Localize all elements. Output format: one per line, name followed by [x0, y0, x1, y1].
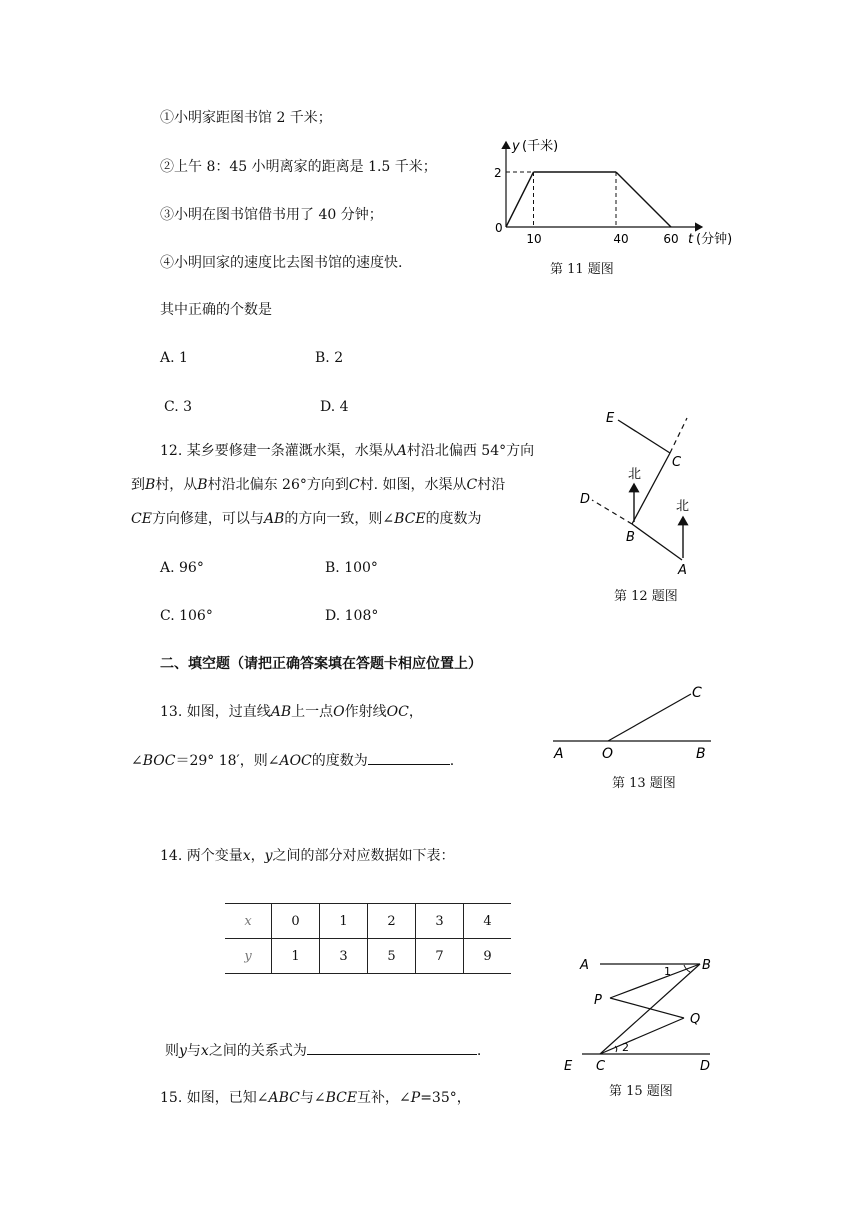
q11-x-tick-10: 10	[526, 232, 542, 246]
q11-option-a: A. 1	[160, 350, 188, 366]
q12-segment-ce	[618, 420, 670, 453]
q11-y-tick-label: 2	[494, 166, 502, 180]
q15-angle-2-label: 2	[622, 1041, 629, 1054]
q11-graph-segment	[616, 172, 671, 227]
q15-label-e: E	[564, 1059, 573, 1074]
q11-y-symbol: y	[512, 139, 520, 154]
q12-dashed-extension-c	[670, 418, 687, 453]
q12-line-1: 12. 某乡要修建一条灌溉水渠，水渠从A村沿北偏西 54°方向	[160, 443, 535, 459]
q11-option-d: D. 4	[320, 399, 349, 415]
q14-answer-blank[interactable]	[307, 1040, 477, 1055]
q11-statement-1: ①小明家距图书馆 2 千米；	[160, 110, 332, 126]
q11-x-tick-40: 40	[613, 232, 629, 246]
q11-x-tick-60: 60	[663, 232, 679, 246]
q13-ray-figure	[548, 680, 718, 765]
q12-figure-caption: 第 12 题图	[614, 589, 678, 604]
q14-answer-line: 则y与x之间的关系式为 .	[165, 1040, 481, 1061]
q14-data-table	[225, 903, 511, 974]
q15-line-1: 15. 如图，已知∠ABC与∠BCE互补，∠P=35°，	[160, 1090, 471, 1106]
q12-label-c: C	[672, 455, 682, 470]
q12-label-b: B	[626, 530, 635, 545]
q11-statement-4: ④小明回家的速度比去图书馆的速度快.	[160, 255, 403, 271]
q12-label-d: D	[580, 492, 591, 507]
q14-x-cell: 3	[416, 904, 464, 939]
q15-segment-pq	[610, 998, 684, 1018]
q11-option-c: C. 3	[164, 399, 193, 415]
q11-graph-segment	[506, 172, 534, 227]
q13-answer-blank[interactable]	[368, 750, 450, 765]
q15-label-a: A	[580, 958, 589, 973]
q13-label-o: O	[602, 746, 614, 762]
q12-line-2: 到B村，从B村沿北偏东 26°方向到C村. 如图，水渠从C村沿	[131, 477, 506, 493]
q12-option-a: A. 96°	[160, 560, 204, 576]
q13-label-a: A	[554, 746, 564, 762]
q12-segment-ab	[632, 524, 682, 560]
q14-y-header: y	[225, 939, 272, 974]
q12-label-a: A	[678, 563, 687, 578]
q11-y-axis-label: (千米)	[522, 139, 559, 154]
q11-prompt: 其中正确的个数是	[160, 302, 272, 318]
q15-label-b: B	[702, 958, 711, 973]
q15-label-q: Q	[690, 1012, 701, 1027]
q14-x-cell: 1	[320, 904, 368, 939]
q12-north-label-b: 北	[628, 467, 642, 482]
table-row	[225, 939, 511, 974]
q13-figure-caption: 第 13 题图	[612, 776, 676, 791]
q12-option-c: C. 106°	[160, 608, 213, 624]
q15-figure-caption: 第 15 题图	[609, 1084, 673, 1099]
q14-x-header: x	[225, 904, 272, 939]
q14-line-1: 14. 两个变量x，y之间的部分对应数据如下表：	[160, 848, 455, 864]
q13-label-b: B	[696, 746, 706, 762]
q12-label-e: E	[606, 411, 615, 426]
section-heading-fill-in: 二、填空题（请把正确答案填在答题卡相应位置上）	[160, 656, 482, 672]
q12-option-b: B. 100°	[325, 560, 378, 576]
q13-line-2: ∠BOC＝29° 18′，则∠AOC的度数为 .	[131, 750, 454, 771]
q11-x-symbol: t	[688, 232, 694, 247]
q11-statement-2: ②上午 8：45 小明离家的距离是 1.5 千米；	[160, 159, 437, 175]
q15-angle-1-label: 1	[664, 965, 671, 978]
q15-label-d: D	[700, 1059, 711, 1074]
q12-option-d: D. 108°	[325, 608, 379, 624]
q14-y-cell: 5	[368, 939, 416, 974]
q15-segment-qc	[600, 1018, 684, 1054]
q11-x-axis-label: (分钟)	[696, 232, 733, 247]
q12-north-label-a: 北	[676, 499, 690, 514]
q11-option-b: B. 2	[315, 350, 344, 366]
q14-y-cell: 9	[464, 939, 512, 974]
q12-line-3: CE方向修建，可以与AB的方向一致，则∠BCE的度数为	[131, 511, 482, 527]
q14-y-cell: 3	[320, 939, 368, 974]
q14-x-cell: 4	[464, 904, 512, 939]
q11-figure-caption: 第 11 题图	[550, 262, 614, 277]
q13-ray-oc	[608, 694, 691, 741]
q14-x-cell: 2	[368, 904, 416, 939]
q12-segment-bc	[632, 453, 670, 524]
q12-direction-figure	[570, 400, 720, 580]
q14-x-cell: 0	[272, 904, 320, 939]
q12-dashed-line-bd	[592, 500, 632, 524]
q15-label-p: P	[594, 993, 602, 1008]
q14-y-cell: 7	[416, 939, 464, 974]
q15-parallel-lines-figure	[560, 950, 730, 1075]
q11-origin-label: 0	[495, 221, 503, 235]
q15-label-c: C	[596, 1059, 606, 1074]
q11-statement-3: ③小明在图书馆借书用了 40 分钟；	[160, 207, 383, 223]
q13-line-1: 13. 如图，过直线AB上一点O作射线OC，	[160, 704, 423, 720]
q14-y-cell: 1	[272, 939, 320, 974]
q11-distance-time-graph	[470, 130, 780, 270]
q13-label-c: C	[692, 685, 702, 701]
table-row	[225, 904, 511, 939]
